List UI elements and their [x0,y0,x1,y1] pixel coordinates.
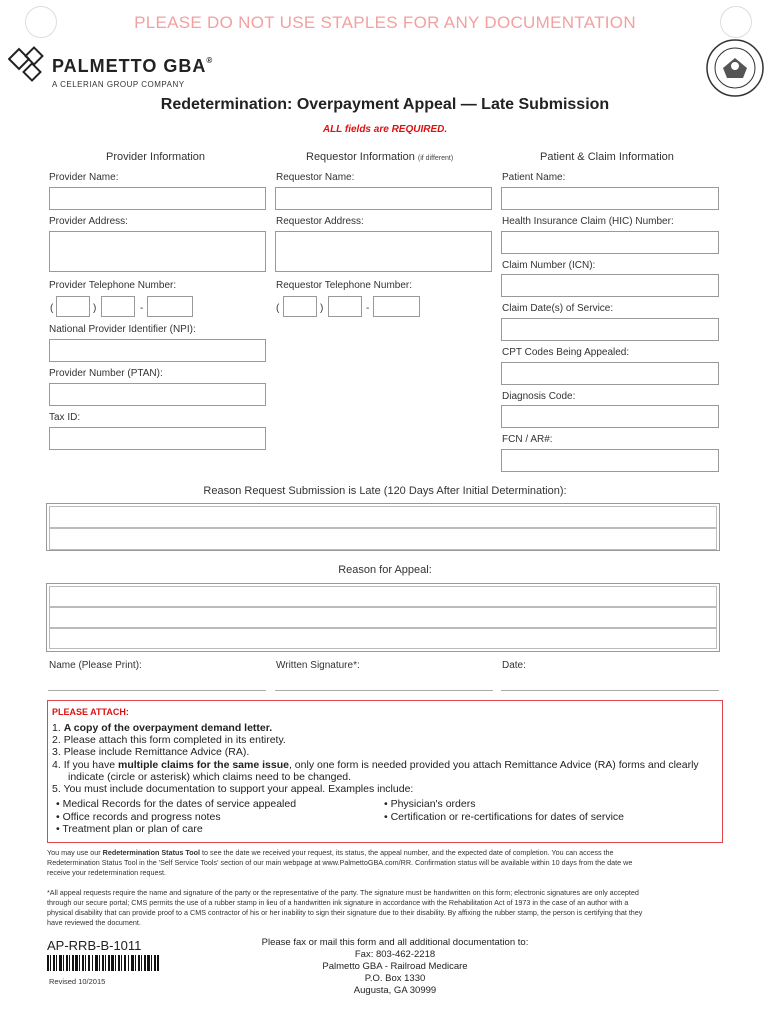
bullet-treatment-plan: • Treatment plan or plan of care [56,823,203,835]
requestor-phone-dash: - [366,303,370,314]
railroad-retirement-board-seal-icon [705,38,765,98]
mail-box: P.O. Box 1330 [364,973,426,984]
bullet-office-records: • Office records and progress notes [56,811,221,823]
date-label: Date: [502,660,526,671]
dos-label: Claim Date(s) of Service: [502,303,614,314]
mail-org: Palmetto GBA - Railroad Medicare [322,961,468,972]
diagnosis-input[interactable] [501,405,719,428]
requestor-phone-area-input[interactable] [283,296,317,317]
requestor-phone-open-paren: ( [276,303,280,314]
fcn-input[interactable] [501,449,719,472]
palmetto-gba-logo-icon [8,46,50,84]
cpt-label: CPT Codes Being Appealed: [502,347,630,358]
requestor-address-input[interactable] [275,231,492,272]
late-reason-area[interactable] [46,503,720,551]
requestor-name-label: Requestor Name: [276,172,355,183]
icn-label: Claim Number (ICN): [502,260,596,271]
signature-label: Written Signature*: [276,660,360,671]
print-name-line[interactable] [48,690,266,691]
required-note: ALL fields are REQUIRED. [322,124,448,135]
provider-phone-open-paren: ( [50,303,54,314]
logo-subtitle: A CELERIAN GROUP COMPANY [52,80,185,89]
npi-input[interactable] [49,339,266,362]
late-reason-line-1 [49,506,717,528]
appeal-reason-line-2 [49,607,717,628]
requestor-phone-close-paren: ) [320,303,324,314]
provider-name-label: Provider Name: [49,172,119,183]
date-line[interactable] [501,690,719,691]
provider-phone-label: Provider Telephone Number: [49,280,177,291]
appeal-reason-area[interactable] [46,583,720,652]
hic-input[interactable] [501,231,719,254]
provider-phone-line-input[interactable] [147,296,193,317]
patient-name-label: Patient Name: [502,172,566,183]
appeal-reason-line-1 [49,586,717,607]
barcode-icon [47,955,159,971]
requestor-phone-prefix-input[interactable] [328,296,362,317]
signature-requirements-paragraph: *All appeal requests require the name and signature of the party or the representative of the party. The signature must be handwritten on this form; electronic signatures are only accepted through our secure portal; CMS permits the use of a rubber stamp in lieu of a handwritten ink signature in accordance with the Rehabilitation Act of 1973 in the case of an author with a physical disability that can provide proof to a CMS contractor of his or her inability to sign their signature due to their disability. By affixing the rubber stamp, the person is certifying that they have reviewed the document. [47,888,643,927]
provider-phone-area-input[interactable] [56,296,90,317]
requestor-phone-label: Requestor Telephone Number: [276,280,413,291]
seal-faint-right-icon [720,6,752,38]
ptan-input[interactable] [49,383,266,406]
requestor-note: (if different) [417,155,454,162]
hic-label: Health Insurance Claim (HIC) Number: [502,216,674,227]
requestor-name-input[interactable] [275,187,492,210]
form-title: Redetermination: Overpayment Appeal — Late Submission [160,96,610,113]
provider-info-heading: Provider Information [106,151,206,163]
tax-id-input[interactable] [49,427,266,450]
provider-name-input[interactable] [49,187,266,210]
diagnosis-label: Diagnosis Code: [502,391,576,402]
patient-name-input[interactable] [501,187,719,210]
mail-fax: Fax: 803-462-2218 [354,949,436,960]
provider-phone-close-paren: ) [93,303,97,314]
bullet-physician-orders: • Physician's orders [384,798,476,810]
no-staples-banner: PLEASE DO NOT USE STAPLES FOR ANY DOCUMENTATION [134,13,636,32]
appeal-reason-heading: Reason for Appeal: [338,564,432,576]
npi-label: National Provider Identifier (NPI): [49,324,196,335]
attach-item-2: 2. Please attach this form completed in its entirety. [52,734,286,746]
provider-address-label: Provider Address: [49,216,128,227]
late-reason-heading: Reason Request Submission is Late (120 Days After Initial Determination): [203,485,567,497]
icn-input[interactable] [501,274,719,297]
print-name-label: Name (Please Print): [49,660,142,671]
mailing-instructions [220,937,570,997]
logo-name: PALMETTO GBA® [52,56,214,76]
late-reason-line-2 [49,528,717,550]
attach-item-4-continued: indicate (circle or asterisk) which claims need to be changed. [68,771,352,783]
cpt-input[interactable] [501,362,719,385]
please-attach-title: PLEASE ATTACH: [52,707,129,717]
requestor-phone-line-input[interactable] [373,296,420,317]
mail-city: Augusta, GA 30999 [353,985,437,996]
bullet-medical-records: • Medical Records for the dates of service appealed [56,798,297,810]
status-tool-paragraph: You may use our Redetermination Status Tool to see the date we received your request, its status, the appeal number, and the expected date of completion. You can access the Redetermination Status Tool in the 'Self Service Tools' section of our main webpage at www.PalmettoGBA.com/RR. Confirmation status will be available within 10 days from the date we receive your redetermination request. [47,848,633,877]
fcn-label: FCN / AR#: [502,434,553,445]
provider-phone-prefix-input[interactable] [101,296,135,317]
appeal-reason-line-3 [49,628,717,649]
form-code: AP-RRB-B-1011 [47,938,142,953]
provider-address-input[interactable] [49,231,266,272]
requestor-address-label: Requestor Address: [276,216,364,227]
mail-intro: Please fax or mail this form and all additional documentation to: [261,937,529,948]
revised-date: Revised 10/2015 [49,977,106,986]
attach-item-1: 1. A copy of the overpayment demand letter. [52,722,273,734]
requestor-info-heading: Requestor Information (if different) [306,151,454,163]
dos-input[interactable] [501,318,719,341]
seal-faint-left-icon [25,6,57,38]
patient-info-heading: Patient & Claim Information [540,151,674,163]
signature-line[interactable] [275,690,493,691]
ptan-label: Provider Number (PTAN): [49,368,163,379]
provider-phone-dash: - [140,303,144,314]
attach-item-4: 4. If you have multiple claims for the same issue, only one form is needed provided you attach Remittance Advice (RA) forms and clearly [52,759,699,771]
registered-mark: ® [206,56,214,65]
attach-item-3: 3. Please include Remittance Advice (RA). [52,746,250,758]
tax-id-label: Tax ID: [49,412,81,423]
attach-item-5: 5. You must include documentation to support your appeal. Examples include: [52,783,414,795]
bullet-certifications: • Certification or re-certifications for dates of service [384,811,625,823]
